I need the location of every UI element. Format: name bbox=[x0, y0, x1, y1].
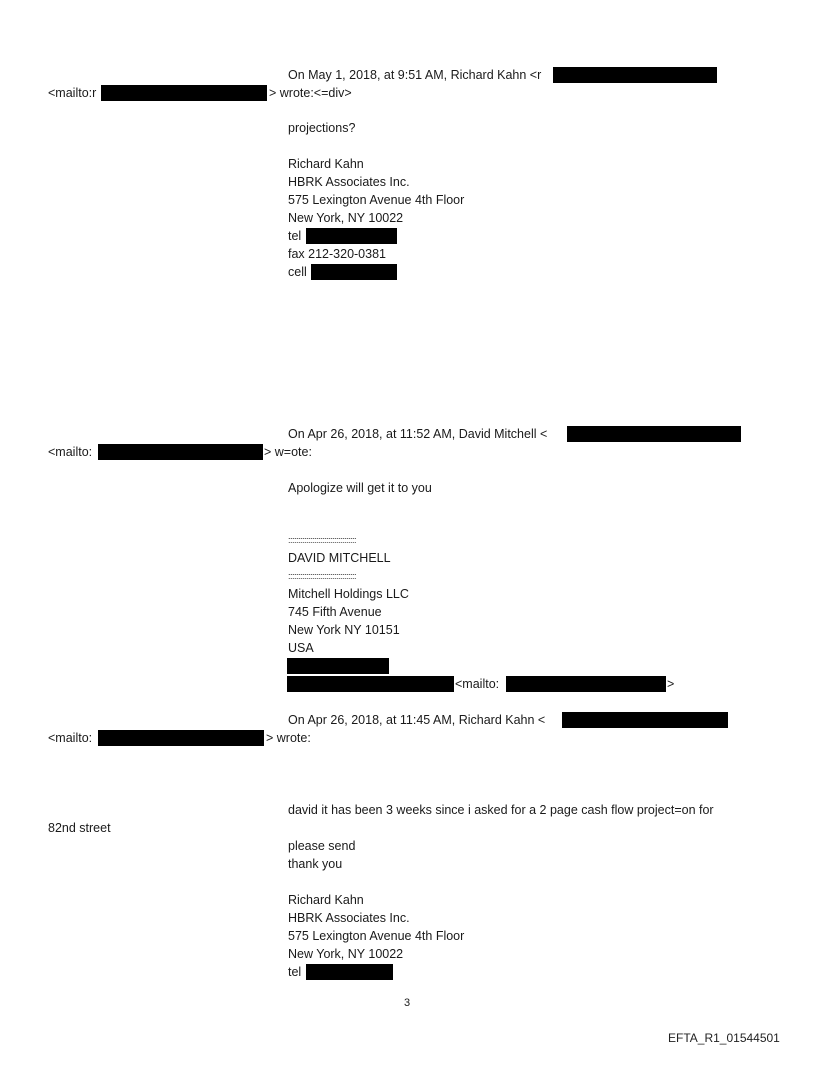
redaction-block bbox=[567, 426, 741, 442]
signature-company: HBRK Associates Inc. bbox=[288, 175, 410, 189]
email-3-body-line: david it has been 3 weeks since i asked for a 2 page cash flow project=on for bbox=[288, 803, 714, 817]
redaction-block bbox=[287, 658, 389, 674]
redaction-block bbox=[506, 676, 666, 692]
email-1-mailto: <mailto:r bbox=[48, 86, 97, 100]
signature-address: 575 Lexington Avenue 4th Floor bbox=[288, 193, 465, 207]
signature-mailto-close: > bbox=[667, 677, 675, 691]
email-2-header: On Apr 26, 2018, at 11:52 AM, David Mitchell < bbox=[288, 427, 548, 441]
signature-divider: :::::::::::::::::::::::::::::::::: bbox=[288, 535, 357, 545]
email-2-wrote: > w=ote: bbox=[264, 445, 312, 459]
signature-company: Mitchell Holdings LLC bbox=[288, 587, 409, 601]
redaction-block bbox=[562, 712, 728, 728]
signature-company: HBRK Associates Inc. bbox=[288, 911, 410, 925]
signature-city: New York, NY 10022 bbox=[288, 947, 404, 961]
signature-country: USA bbox=[288, 641, 314, 655]
redaction-block bbox=[306, 228, 397, 244]
email-3-body-line: 82nd street bbox=[48, 821, 111, 835]
signature-name: Richard Kahn bbox=[288, 893, 364, 907]
signature-city: New York, NY 10022 bbox=[288, 211, 404, 225]
redaction-block bbox=[287, 676, 454, 692]
signature-divider: :::::::::::::::::::::::::::::::::: bbox=[288, 571, 357, 581]
email-3-mailto: <mailto: bbox=[48, 731, 93, 745]
email-3-body-line: please send bbox=[288, 839, 356, 853]
email-1-wrote: > wrote:<=div> bbox=[269, 86, 352, 100]
page-number: 3 bbox=[404, 997, 411, 1009]
redaction-block bbox=[306, 964, 393, 980]
email-1-body: projections? bbox=[288, 121, 356, 135]
signature-tel-label: tel bbox=[288, 965, 302, 979]
document-id-footer: EFTA_R1_01544501 bbox=[668, 1031, 780, 1045]
signature-address: 745 Fifth Avenue bbox=[288, 605, 382, 619]
email-3-wrote: > wrote: bbox=[266, 731, 311, 745]
signature-fax: fax 212-320-0381 bbox=[288, 247, 386, 261]
email-2-mailto: <mailto: bbox=[48, 445, 93, 459]
signature-city: New York NY 10151 bbox=[288, 623, 400, 637]
email-1-header: On May 1, 2018, at 9:51 AM, Richard Kahn <r bbox=[288, 68, 542, 82]
redaction-block bbox=[101, 85, 267, 101]
email-3-header: On Apr 26, 2018, at 11:45 AM, Richard Kahn < bbox=[288, 713, 546, 727]
signature-cell-label: cell bbox=[288, 265, 307, 279]
redaction-block bbox=[98, 730, 264, 746]
signature-name: DAVID MITCHELL bbox=[288, 551, 391, 565]
redaction-block bbox=[98, 444, 263, 460]
signature-tel-label: tel bbox=[288, 229, 302, 243]
email-2-body: Apologize will get it to you bbox=[288, 481, 432, 495]
redaction-block bbox=[553, 67, 717, 83]
signature-name: Richard Kahn bbox=[288, 157, 364, 171]
signature-address: 575 Lexington Avenue 4th Floor bbox=[288, 929, 465, 943]
email-3-body-line: thank you bbox=[288, 857, 343, 871]
redaction-block bbox=[311, 264, 397, 280]
signature-mailto: <mailto: bbox=[455, 677, 500, 691]
